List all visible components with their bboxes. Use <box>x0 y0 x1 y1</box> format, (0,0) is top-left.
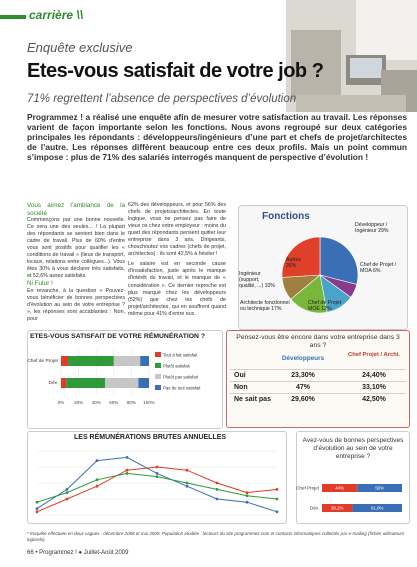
line-point <box>96 478 99 481</box>
pie-label-chefmoe: Chef de Projet MOE 12% <box>308 300 342 312</box>
evo-row-label: Chef Projet <box>296 485 319 491</box>
pie-label-ing: Ingénieur (support, qualité, ...) 10% <box>239 271 276 289</box>
legend-swatch <box>155 363 161 368</box>
bar-tick-label: 20% <box>74 400 84 405</box>
line-point <box>156 475 159 478</box>
table-divider <box>230 381 406 382</box>
bar-tick-label: 60% <box>109 400 119 405</box>
article-kicker: Enquête exclusive <box>27 40 133 55</box>
pie-title: Fonctions <box>262 211 310 222</box>
col-header-chef: Chef Projet / Archi. <box>348 352 400 358</box>
salary-line-chart <box>27 443 287 523</box>
legend-label: Plutôt pas satisfait <box>163 374 198 380</box>
row-value-dev: 47% <box>295 384 310 391</box>
office-photo-illustration <box>286 0 417 112</box>
legend-label: Plutôt satisfait <box>163 363 190 369</box>
line-series <box>37 457 277 511</box>
bar-segment <box>66 378 105 388</box>
line-point <box>276 498 279 501</box>
pie-label-chefmoa: Chef de Projet / MOA 6% <box>360 262 397 274</box>
pie-label-dev: Développeur / Ingénieur 29% <box>355 222 389 234</box>
line-point <box>126 472 129 475</box>
body-column-1 <box>27 202 125 323</box>
row-label: Ne sait pas <box>234 396 271 403</box>
body-paragraph: 62% des développeurs, et pour 56% des chefs de projets/architectes. En toute logique, vous ne pensez pas faire de vieux os chez votre employeur : moins du quart des répondants pensent quitter leur entreprise dans 3 ans. Dirigeants, chouchoutez vos cadres (chefs de projet, architectes) : ils sont 42,5% à hésiter ! <box>128 202 226 258</box>
body-column-2 <box>128 202 226 318</box>
table-divider <box>230 369 406 370</box>
line-point <box>246 491 249 494</box>
row-value-dev: 23,30% <box>291 372 315 379</box>
section-label: carrière \\ <box>29 8 84 22</box>
evo-value-non: 61,8% <box>370 505 384 511</box>
section-marker <box>0 15 26 19</box>
bar-segment <box>140 356 149 366</box>
line-point <box>186 469 189 472</box>
legend-label: Pas du tout satisfait <box>163 385 201 391</box>
line-point <box>36 510 39 513</box>
page-footer <box>27 550 128 556</box>
line-point <box>156 466 159 469</box>
col-header-dev: Développeurs <box>281 355 325 362</box>
evolution-bar-chart <box>296 478 410 522</box>
line-point <box>276 488 279 491</box>
bar-segment <box>105 378 138 388</box>
evo-row-label: Dév. <box>309 505 319 511</box>
line-point <box>276 510 279 513</box>
body-paragraph: Commençons par une bonne nouvelle. Ce sera une des seules... ! La plupart des répondants se sentent bien dans le cadre de travail. Plus de 60% d'entre vous sont positifs pour qualifier les « conditions de travail » (lieux de transport, locaux, relations entre collègues...). Vous êtes 30% à vous déclarer très satisfaits, et 52,6% assez satisfaits. <box>27 217 125 280</box>
page-number: 66 <box>27 550 34 556</box>
evolution-question: Avez-vous de bonnes perspectives d’évolution au sein de votre entreprise ? <box>302 437 404 460</box>
bar-category-label: Dév. <box>48 381 58 386</box>
salary-bar-chart <box>27 342 223 428</box>
bar-tick-label: 0% <box>57 400 65 405</box>
row-label: Oui <box>234 372 246 379</box>
row-value-dev: 29,60% <box>291 396 315 403</box>
body-paragraph: En revanche, à la question « Pouvez-vous bénéficier de bonnes perspectives d'évolution au sein de votre entreprise ? », les réponses sont accablantes : Non, pour <box>27 287 125 323</box>
legend-swatch <box>155 385 161 390</box>
line-point <box>126 469 129 472</box>
office-photo <box>286 0 417 112</box>
line-point <box>66 491 69 494</box>
pie-label-archi: Architecte fonctionnel ou technique 17% <box>240 300 290 312</box>
bar-segment <box>68 356 114 366</box>
article-lead: Programmez ! a réalisé une enquête afin de mesurer votre satisfaction au travail. Les réponses varient de façon importante selon les fonctions. Nous avons regroupé sur deux catégories principales les répondants : développeurs/ingénieurs d’une part et chefs de projet/architectes de l’autre. Les réponses diffèrent beaucoup entre ces deux profils. Mais un point commun s’impose : plus de 71% des salariés interrogés manquent de perspective d’évolution ! <box>27 112 407 162</box>
line-point <box>36 501 39 504</box>
row-value-chef: 42,50% <box>362 396 386 403</box>
magazine-issue: • Programmez ! ● Juillet-Août 2009 <box>35 550 129 556</box>
line-point <box>66 488 69 491</box>
bar-segment <box>114 356 140 366</box>
line-point <box>186 482 189 485</box>
bar-segment <box>138 378 149 388</box>
bar-segment <box>61 356 68 366</box>
bar-category-label: Chef de Projet <box>27 359 58 364</box>
line-point <box>156 472 159 475</box>
bar-tick-label: 80% <box>126 400 136 405</box>
bar-tick-label: 40% <box>91 400 101 405</box>
legend-swatch <box>155 374 161 379</box>
line-point <box>246 494 249 497</box>
article-subtitle: 71% regrettent l’absence de perspectives d’évolution <box>27 93 297 105</box>
stay-question: Pensez-vous être encore dans votre entreprise dans 3 ans ? <box>236 334 400 349</box>
line-chart-title: LES RÉMUNÉRATIONS BRUTES ANNUELLES <box>74 434 227 441</box>
salary-chart-title: ETES-VOUS SATISFAIT DE VOTRE RÉMUNÉRATION ? <box>30 333 205 340</box>
pie-label-autres: Autres 26% <box>286 257 301 269</box>
line-point <box>96 485 99 488</box>
line-point <box>216 482 219 485</box>
line-point <box>66 498 69 501</box>
footnote: * Enquête effectuée en deux vagues : décembre 2008 et mai 2009. Population étudiée : lecteurs du site programmez.com et contacts informatiques collectés par e-mailing (fichier utilisateurs logiciels). <box>27 531 405 542</box>
legend-label: Tout à fait satisfait <box>163 352 198 358</box>
column-heading: Vous aimez l’ambiance de la société <box>27 202 125 217</box>
line-point <box>246 501 249 504</box>
evo-value-oui: 44% <box>335 485 344 491</box>
line-point <box>216 498 219 501</box>
line-point <box>36 507 39 510</box>
article-title: Etes-vous satisfait de votre job ? <box>27 60 324 82</box>
bar-segment <box>61 378 66 388</box>
row-value-chef: 24,40% <box>362 372 386 379</box>
bar-tick-label: 100% <box>143 400 155 405</box>
line-point <box>126 456 129 459</box>
row-value-chef: 33,10% <box>362 384 386 391</box>
line-point <box>96 459 99 462</box>
column-heading: Ni Futur ! <box>27 280 53 288</box>
evo-value-non: 56% <box>375 485 384 491</box>
table-divider <box>230 393 406 394</box>
evo-value-oui: 38,2% <box>330 505 344 511</box>
line-point <box>186 485 189 488</box>
row-label: Non <box>234 384 248 391</box>
line-point <box>216 488 219 491</box>
legend-swatch <box>155 352 161 357</box>
body-paragraph: Le salaire est en seconde cause d'insatisfaction, juste après le manque d'intérêt du travail, et le manque de « considération ». Ce dernier reproche est plus marqué chez les développeurs (52%) que chez les chefs de projet/architectes, qui en souffrent quand même pour 41% d'entre eux. <box>128 261 226 317</box>
